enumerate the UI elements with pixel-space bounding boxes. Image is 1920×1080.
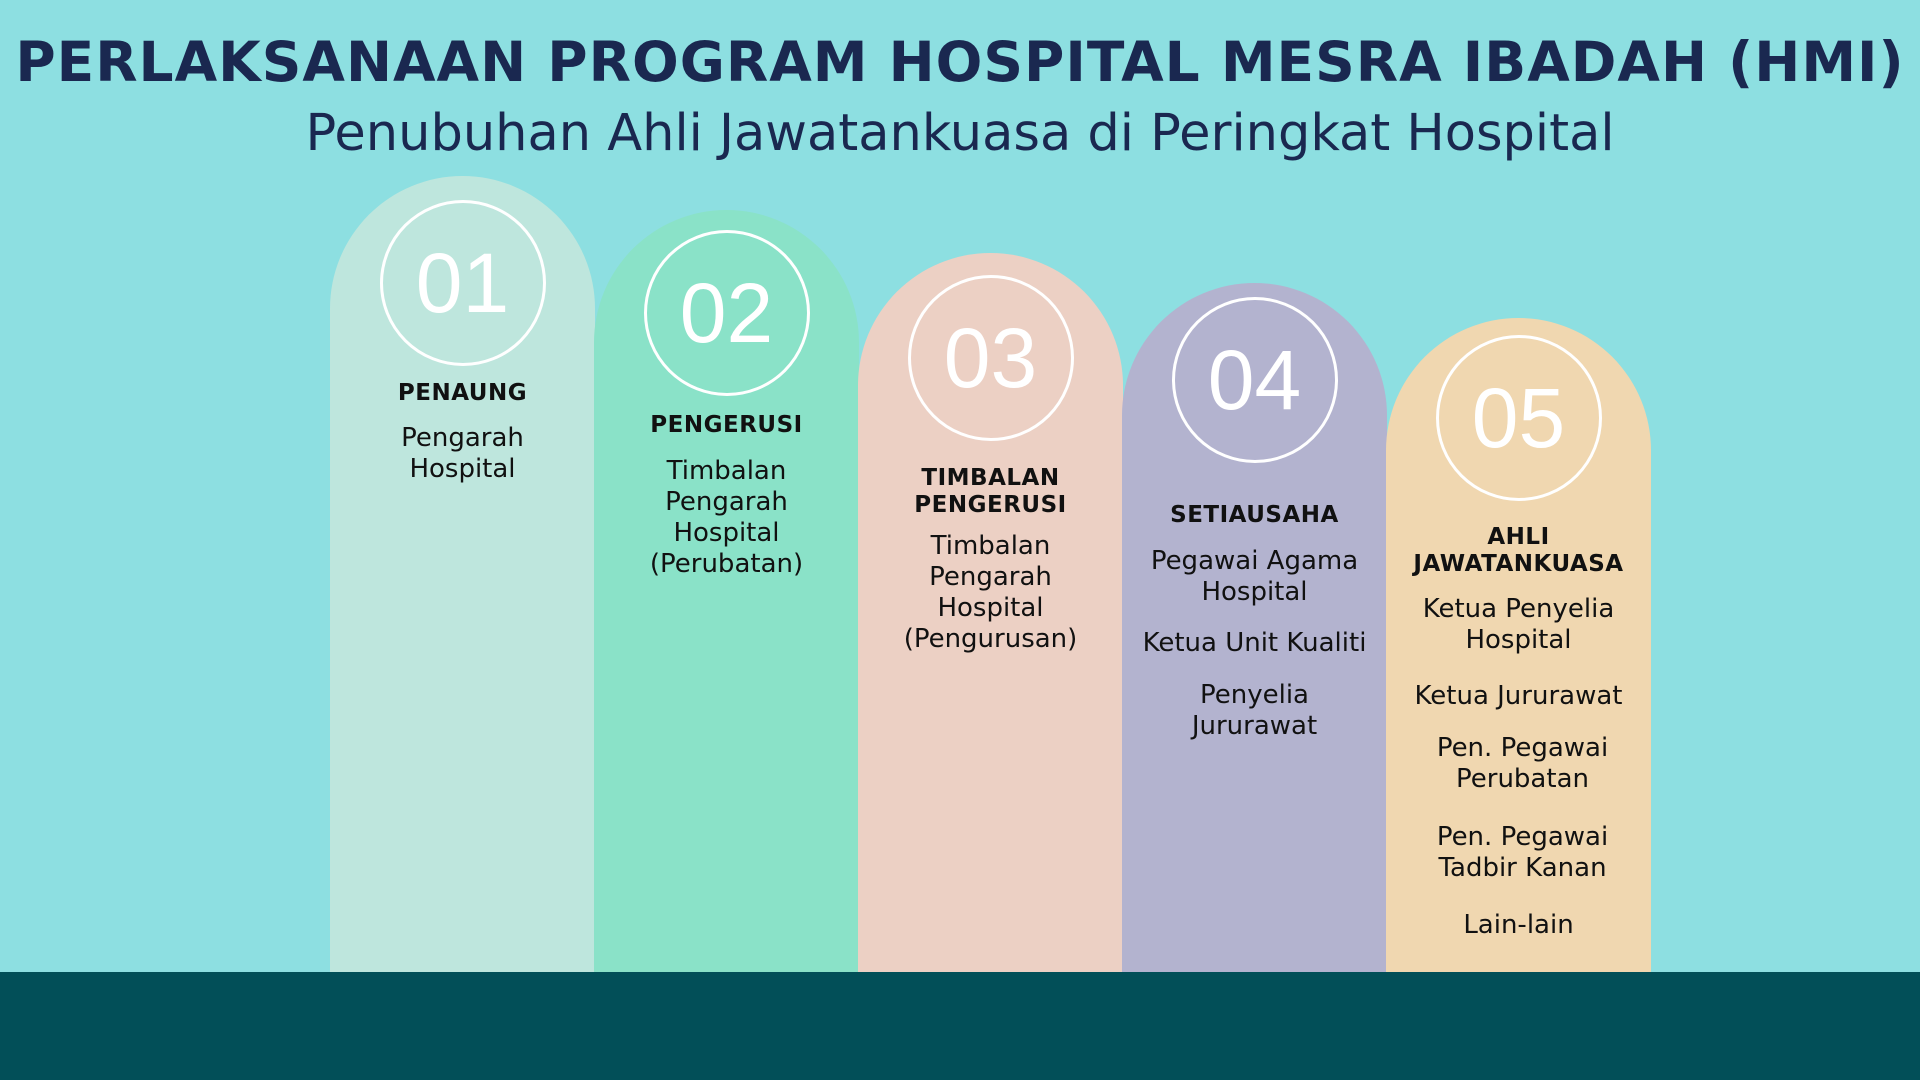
member-item: Ketua Penyelia Hospital — [1422, 594, 1615, 655]
role-title: PENGERUSI — [650, 412, 803, 438]
member-item: Timbalan Pengarah Hospital (Perubatan) — [649, 456, 804, 579]
committee-column-2 — [594, 210, 859, 972]
role-title: PENAUNG — [397, 380, 528, 406]
committee-column-4 — [1122, 283, 1387, 972]
member-item: Pegawai Agama Hospital — [1150, 546, 1359, 607]
role-title: TIMBALAN PENGERUSI — [914, 465, 1067, 518]
member-item: Ketua Unit Kualiti — [1142, 628, 1367, 658]
column-4-content — [1122, 502, 1387, 742]
number-circle-2: 02 — [644, 230, 810, 396]
number-circle-1: 01 — [380, 200, 546, 366]
member-item: Pengarah Hospital — [401, 423, 524, 484]
page-subtitle: Penubuhan Ahli Jawatankuasa di Peringkat Hospital — [305, 104, 1615, 163]
footer-band — [0, 972, 1920, 1080]
role-title: AHLI JAWATANKUASA — [1413, 524, 1624, 577]
number-circle-5: 05 — [1436, 335, 1602, 501]
member-item: Pen. Pegawai Perubatan — [1436, 733, 1609, 794]
number-circle-3: 03 — [908, 275, 1074, 441]
member-item: Penyelia Jururawat — [1191, 680, 1318, 741]
committee-column-5 — [1386, 318, 1651, 972]
page-title: PERLAKSANAAN PROGRAM HOSPITAL MESRA IBADAH (HMI) — [15, 30, 1905, 94]
column-3-content — [858, 465, 1123, 655]
member-item: Ketua Jururawat — [1414, 681, 1623, 711]
member-item: Pen. Pegawai Tadbir Kanan — [1436, 822, 1609, 883]
number-circle-4: 04 — [1172, 297, 1338, 463]
member-item: Lain-lain — [1463, 910, 1574, 940]
committee-column-3 — [858, 253, 1123, 972]
committee-column-1 — [330, 176, 595, 972]
role-title: SETIAUSAHA — [1170, 502, 1339, 528]
column-5-content — [1386, 524, 1651, 941]
column-1-content — [330, 380, 595, 485]
member-item: Timbalan Pengarah Hospital (Pengurusan) — [903, 531, 1078, 654]
column-2-content — [594, 412, 859, 580]
